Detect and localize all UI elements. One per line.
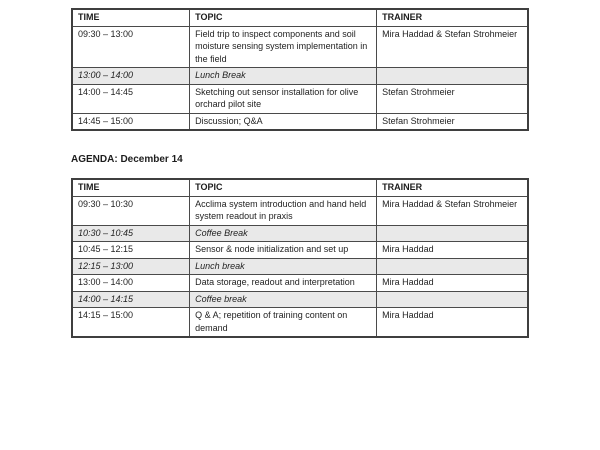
time-cell: 13:00 – 14:00	[72, 275, 190, 292]
agenda-heading: AGENDA: December 14	[71, 154, 183, 165]
time-cell: 10:45 – 12:15	[72, 242, 190, 259]
break-row	[72, 291, 528, 308]
time-cell: 14:15 – 15:00	[72, 308, 190, 338]
table-row	[72, 26, 528, 68]
agenda-table-day2	[71, 178, 529, 338]
time-cell: 10:30 – 10:45	[72, 225, 190, 242]
time-cell: 13:00 – 14:00	[72, 68, 190, 85]
trainer-cell	[377, 225, 528, 242]
time-cell: 09:30 – 10:30	[72, 196, 190, 225]
topic-cell: Data storage, readout and interpretation	[190, 275, 377, 292]
topic-cell: Sensor & node initialization and set up	[190, 242, 377, 259]
topic-cell: Discussion; Q&A	[190, 113, 377, 130]
break-row	[72, 258, 528, 275]
table-row	[72, 196, 528, 225]
table-row	[72, 84, 528, 113]
trainer-cell: Stefan Strohmeier	[377, 84, 528, 113]
topic-cell: Sketching out sensor installation for olive orchard pilot site	[190, 84, 377, 113]
table-row	[72, 308, 528, 338]
topic-cell: Acclima system introduction and hand held system readout in praxis	[190, 196, 377, 225]
trainer-cell: Mira Haddad	[377, 242, 528, 259]
table-header-row	[72, 179, 528, 196]
topic-cell: Field trip to inspect components and soil moisture sensing system implementation in the field	[190, 26, 377, 68]
break-row	[72, 225, 528, 242]
time-cell: 14:00 – 14:15	[72, 291, 190, 308]
break-row	[72, 68, 528, 85]
header-cell-topic: TOPIC	[190, 179, 377, 196]
trainer-cell	[377, 291, 528, 308]
time-cell: 14:45 – 15:00	[72, 113, 190, 130]
document-page	[71, 8, 529, 338]
topic-cell: Lunch break	[190, 258, 377, 275]
trainer-cell: Mira Haddad & Stefan Strohmeier	[377, 26, 528, 68]
topic-cell: Coffee break	[190, 291, 377, 308]
table-row	[72, 113, 528, 130]
table-header-row	[72, 9, 528, 26]
trainer-cell: Mira Haddad	[377, 308, 528, 338]
topic-cell: Coffee Break	[190, 225, 377, 242]
trainer-cell	[377, 258, 528, 275]
table-row	[72, 275, 528, 292]
header-cell-trainer: TRAINER	[377, 9, 528, 26]
agenda-table-day1	[71, 8, 529, 131]
trainer-cell: Stefan Strohmeier	[377, 113, 528, 130]
time-cell: 14:00 – 14:45	[72, 84, 190, 113]
topic-cell: Lunch Break	[190, 68, 377, 85]
trainer-cell	[377, 68, 528, 85]
time-cell: 09:30 – 13:00	[72, 26, 190, 68]
header-cell-time: TIME	[72, 179, 190, 196]
header-cell-topic: TOPIC	[190, 9, 377, 26]
trainer-cell: Mira Haddad & Stefan Strohmeier	[377, 196, 528, 225]
trainer-cell: Mira Haddad	[377, 275, 528, 292]
header-cell-time: TIME	[72, 9, 190, 26]
time-cell: 12:15 – 13:00	[72, 258, 190, 275]
table-row	[72, 242, 528, 259]
header-cell-trainer: TRAINER	[377, 179, 528, 196]
topic-cell: Q & A; repetition of training content on demand	[190, 308, 377, 338]
